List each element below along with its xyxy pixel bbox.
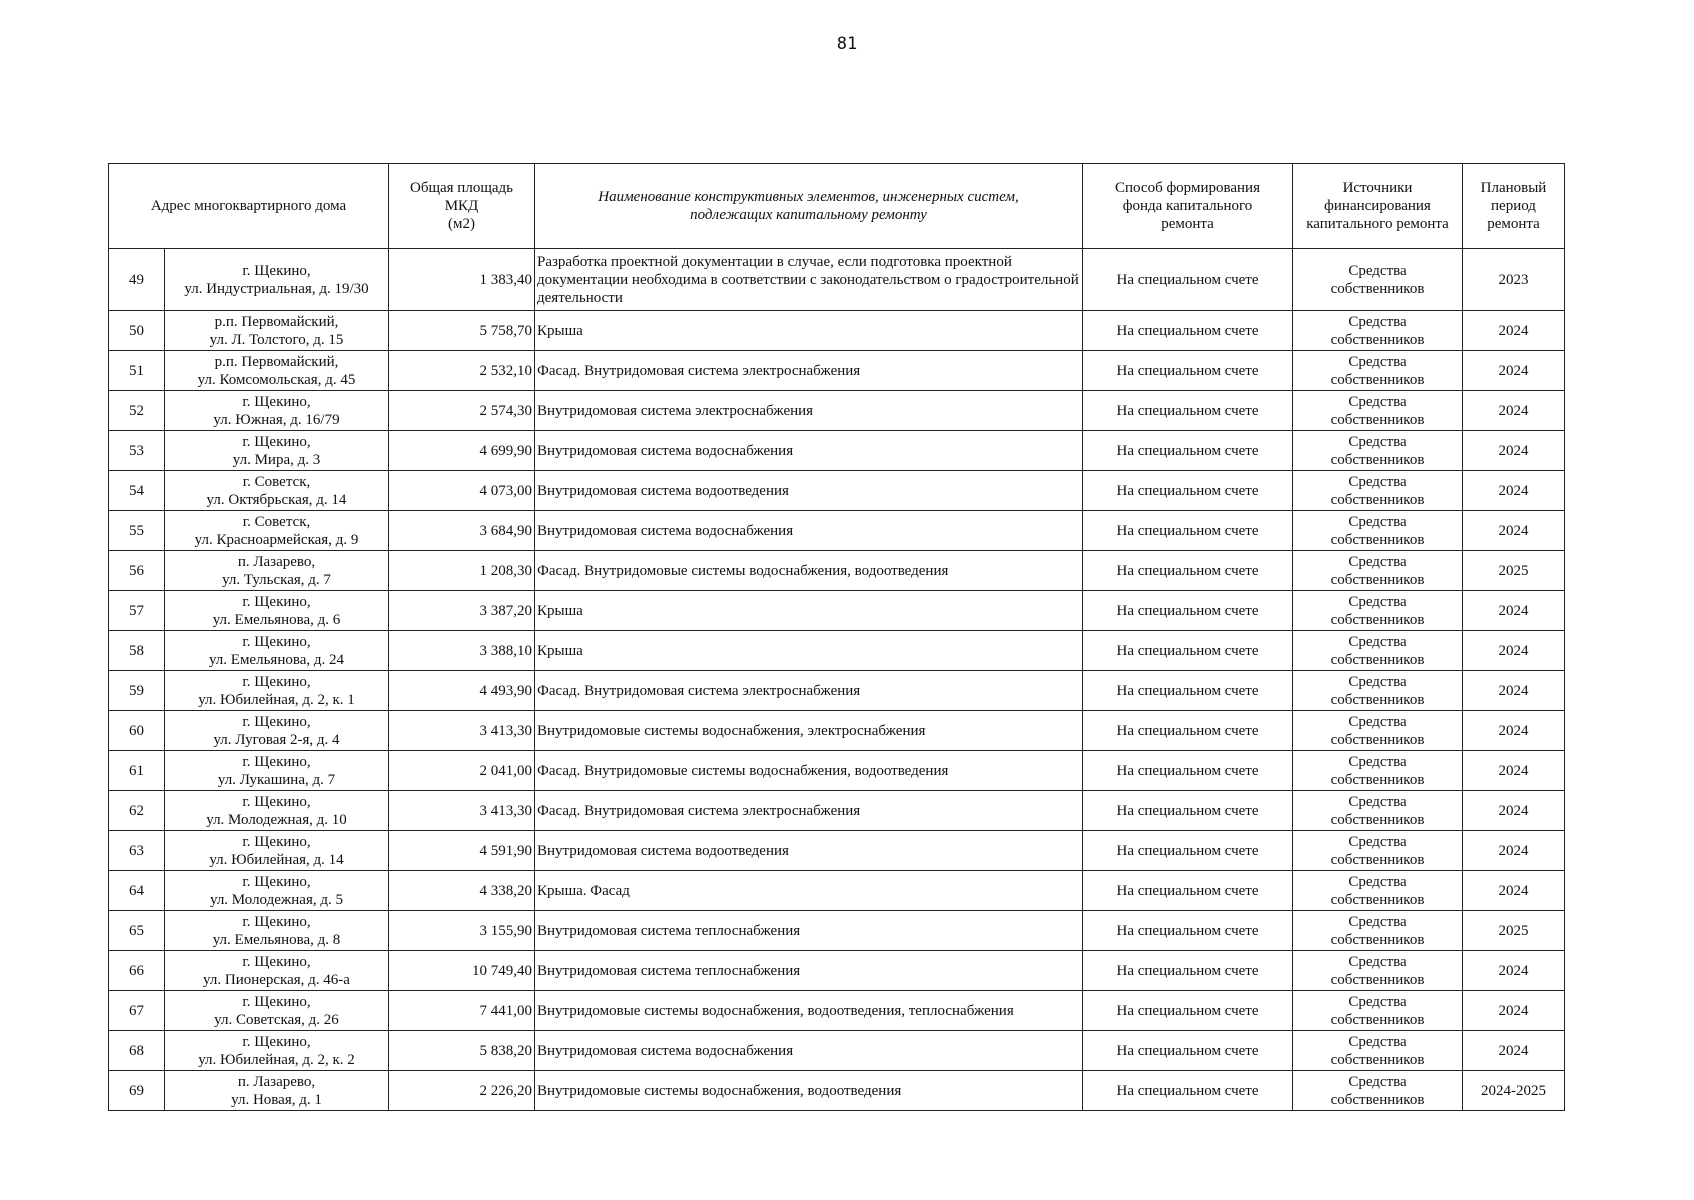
table-row (109, 591, 1565, 631)
row-source: Средства собственников (1293, 551, 1463, 591)
row-address: г. Щекино, ул. Емельянова, д. 24 (165, 631, 389, 671)
row-method: На специальном счете (1083, 1031, 1293, 1071)
table-row (109, 511, 1565, 551)
header-method: Способ формирования фонда капитального ремонта (1083, 164, 1293, 249)
row-number: 63 (109, 831, 165, 871)
row-work: Крыша (535, 591, 1083, 631)
row-address: п. Лазарево, ул. Тульская, д. 7 (165, 551, 389, 591)
row-period: 2024 (1463, 591, 1565, 631)
row-method: На специальном счете (1083, 831, 1293, 871)
row-method: На специальном счете (1083, 249, 1293, 311)
table-row (109, 391, 1565, 431)
row-method: На специальном счете (1083, 391, 1293, 431)
row-work: Внутридомовая система водоотведения (535, 471, 1083, 511)
row-method: На специальном счете (1083, 471, 1293, 511)
row-period: 2024 (1463, 471, 1565, 511)
row-address: г. Щекино, ул. Юбилейная, д. 2, к. 1 (165, 671, 389, 711)
row-period: 2024 (1463, 791, 1565, 831)
row-source: Средства собственников (1293, 671, 1463, 711)
table-row (109, 791, 1565, 831)
row-number: 64 (109, 871, 165, 911)
row-method: На специальном счете (1083, 551, 1293, 591)
table-row (109, 991, 1565, 1031)
row-method: На специальном счете (1083, 871, 1293, 911)
row-address: г. Щекино, ул. Южная, д. 16/79 (165, 391, 389, 431)
row-number: 65 (109, 911, 165, 951)
row-work: Внутридомовая система водоотведения (535, 831, 1083, 871)
row-number: 49 (109, 249, 165, 311)
table-row (109, 911, 1565, 951)
row-address: г. Щекино, ул. Молодежная, д. 5 (165, 871, 389, 911)
table-row (109, 351, 1565, 391)
row-period: 2024-2025 (1463, 1071, 1565, 1111)
row-address: г. Щекино, ул. Пионерская, д. 46-а (165, 951, 389, 991)
row-source: Средства собственников (1293, 391, 1463, 431)
row-source: Средства собственников (1293, 1031, 1463, 1071)
row-work: Внутридомовая система водоснабжения (535, 1031, 1083, 1071)
row-area: 10 749,40 (389, 951, 535, 991)
row-method: На специальном счете (1083, 431, 1293, 471)
row-number: 62 (109, 791, 165, 831)
row-period: 2024 (1463, 431, 1565, 471)
row-number: 55 (109, 511, 165, 551)
header-period: Плановый период ремонта (1463, 164, 1565, 249)
row-period: 2024 (1463, 671, 1565, 711)
row-method: На специальном счете (1083, 311, 1293, 351)
row-area: 4 591,90 (389, 831, 535, 871)
row-address: п. Лазарево, ул. Новая, д. 1 (165, 1071, 389, 1111)
row-address: г. Советск, ул. Красноармейская, д. 9 (165, 511, 389, 551)
row-area: 2 532,10 (389, 351, 535, 391)
row-work: Крыша (535, 311, 1083, 351)
row-number: 68 (109, 1031, 165, 1071)
row-source: Средства собственников (1293, 751, 1463, 791)
row-source: Средства собственников (1293, 249, 1463, 311)
row-area: 1 383,40 (389, 249, 535, 311)
row-period: 2024 (1463, 951, 1565, 991)
row-work: Внутридомовые системы водоснабжения, электроснабжения (535, 711, 1083, 751)
table-row (109, 249, 1565, 311)
row-number: 53 (109, 431, 165, 471)
row-period: 2024 (1463, 311, 1565, 351)
row-work: Фасад. Внутридомовая система электроснабжения (535, 351, 1083, 391)
row-method: На специальном счете (1083, 951, 1293, 991)
row-area: 3 413,30 (389, 791, 535, 831)
row-source: Средства собственников (1293, 791, 1463, 831)
row-number: 58 (109, 631, 165, 671)
row-source: Средства собственников (1293, 471, 1463, 511)
row-area: 2 574,30 (389, 391, 535, 431)
row-method: На специальном счете (1083, 591, 1293, 631)
table-row (109, 631, 1565, 671)
row-method: На специальном счете (1083, 791, 1293, 831)
row-period: 2024 (1463, 871, 1565, 911)
row-period: 2025 (1463, 551, 1565, 591)
header-source: Источники финансирования капитального ремонта (1293, 164, 1463, 249)
repair-program-table (108, 163, 1565, 1111)
row-address: г. Щекино, ул. Лукашина, д. 7 (165, 751, 389, 791)
row-address: р.п. Первомайский, ул. Комсомольская, д. 45 (165, 351, 389, 391)
row-work: Фасад. Внутридомовые системы водоснабжения, водоотведения (535, 751, 1083, 791)
row-period: 2024 (1463, 511, 1565, 551)
row-period: 2024 (1463, 831, 1565, 871)
table-row (109, 831, 1565, 871)
row-area: 1 208,30 (389, 551, 535, 591)
row-source: Средства собственников (1293, 351, 1463, 391)
row-work: Внутридомовая система водоснабжения (535, 511, 1083, 551)
row-method: На специальном счете (1083, 631, 1293, 671)
row-number: 57 (109, 591, 165, 631)
row-source: Средства собственников (1293, 591, 1463, 631)
table-row (109, 671, 1565, 711)
row-work: Внутридомовые системы водоснабжения, водоотведения, теплоснабжения (535, 991, 1083, 1031)
row-source: Средства собственников (1293, 711, 1463, 751)
row-address: г. Щекино, ул. Луговая 2-я, д. 4 (165, 711, 389, 751)
row-source: Средства собственников (1293, 631, 1463, 671)
row-address: г. Щекино, ул. Юбилейная, д. 14 (165, 831, 389, 871)
table-row (109, 711, 1565, 751)
row-area: 3 155,90 (389, 911, 535, 951)
row-address: г. Щекино, ул. Мира, д. 3 (165, 431, 389, 471)
row-address: г. Щекино, ул. Индустриальная, д. 19/30 (165, 249, 389, 311)
row-address: г. Щекино, ул. Советская, д. 26 (165, 991, 389, 1031)
row-area: 4 493,90 (389, 671, 535, 711)
row-area: 5 758,70 (389, 311, 535, 351)
row-area: 4 338,20 (389, 871, 535, 911)
row-period: 2024 (1463, 711, 1565, 751)
row-number: 66 (109, 951, 165, 991)
row-address: г. Советск, ул. Октябрьская, д. 14 (165, 471, 389, 511)
row-period: 2024 (1463, 391, 1565, 431)
page-number: 81 (836, 34, 858, 54)
row-address: г. Щекино, ул. Емельянова, д. 8 (165, 911, 389, 951)
header-address: Адрес многоквартирного дома (109, 164, 389, 249)
row-period: 2024 (1463, 1031, 1565, 1071)
row-source: Средства собственников (1293, 831, 1463, 871)
row-work: Разработка проектной документации в случае, если подготовка проектной документации необходима в соответствии с законодательством о градостроительной деятельности (535, 249, 1083, 311)
row-source: Средства собственников (1293, 1071, 1463, 1111)
row-area: 2 041,00 (389, 751, 535, 791)
row-work: Фасад. Внутридомовые системы водоснабжения, водоотведения (535, 551, 1083, 591)
row-number: 67 (109, 991, 165, 1031)
row-work: Внутридомовая система электроснабжения (535, 391, 1083, 431)
table-header (109, 164, 1565, 249)
table-row (109, 751, 1565, 791)
row-method: На специальном счете (1083, 751, 1293, 791)
row-work: Внутридомовая система теплоснабжения (535, 951, 1083, 991)
table-row (109, 951, 1565, 991)
row-period: 2024 (1463, 631, 1565, 671)
row-method: На специальном счете (1083, 351, 1293, 391)
row-area: 3 684,90 (389, 511, 535, 551)
header-work: Наименование конструктивных элементов, инженерных систем, подлежащих капитальному ремонту (535, 164, 1083, 249)
table-row (109, 311, 1565, 351)
row-method: На специальном счете (1083, 911, 1293, 951)
row-method: На специальном счете (1083, 991, 1293, 1031)
row-area: 3 388,10 (389, 631, 535, 671)
row-method: На специальном счете (1083, 671, 1293, 711)
row-address: р.п. Первомайский, ул. Л. Толстого, д. 15 (165, 311, 389, 351)
row-address: г. Щекино, ул. Молодежная, д. 10 (165, 791, 389, 831)
row-area: 4 073,00 (389, 471, 535, 511)
row-work: Внутридомовая система теплоснабжения (535, 911, 1083, 951)
row-number: 52 (109, 391, 165, 431)
row-source: Средства собственников (1293, 991, 1463, 1031)
row-number: 50 (109, 311, 165, 351)
row-method: На специальном счете (1083, 711, 1293, 751)
row-source: Средства собственников (1293, 511, 1463, 551)
row-work: Крыша (535, 631, 1083, 671)
row-period: 2024 (1463, 351, 1565, 391)
row-work: Крыша. Фасад (535, 871, 1083, 911)
row-source: Средства собственников (1293, 911, 1463, 951)
row-period: 2023 (1463, 249, 1565, 311)
row-area: 3 387,20 (389, 591, 535, 631)
row-source: Средства собственников (1293, 951, 1463, 991)
row-source: Средства собственников (1293, 311, 1463, 351)
row-number: 61 (109, 751, 165, 791)
table-row (109, 871, 1565, 911)
row-number: 69 (109, 1071, 165, 1111)
row-method: На специальном счете (1083, 511, 1293, 551)
row-work: Фасад. Внутридомовая система электроснабжения (535, 791, 1083, 831)
table-row (109, 431, 1565, 471)
row-address: г. Щекино, ул. Юбилейная, д. 2, к. 2 (165, 1031, 389, 1071)
row-number: 56 (109, 551, 165, 591)
table-body (109, 249, 1565, 1111)
row-work: Внутридомовые системы водоснабжения, водоотведения (535, 1071, 1083, 1111)
row-number: 54 (109, 471, 165, 511)
row-address: г. Щекино, ул. Емельянова, д. 6 (165, 591, 389, 631)
row-number: 51 (109, 351, 165, 391)
row-source: Средства собственников (1293, 431, 1463, 471)
row-area: 5 838,20 (389, 1031, 535, 1071)
row-area: 4 699,90 (389, 431, 535, 471)
row-method: На специальном счете (1083, 1071, 1293, 1111)
row-area: 2 226,20 (389, 1071, 535, 1111)
row-number: 60 (109, 711, 165, 751)
row-period: 2024 (1463, 991, 1565, 1031)
row-number: 59 (109, 671, 165, 711)
header-area: Общая площадь МКД (м2) (389, 164, 535, 249)
row-area: 3 413,30 (389, 711, 535, 751)
table-row (109, 1031, 1565, 1071)
row-period: 2024 (1463, 751, 1565, 791)
table-row (109, 1071, 1565, 1111)
table-row (109, 551, 1565, 591)
row-source: Средства собственников (1293, 871, 1463, 911)
row-area: 7 441,00 (389, 991, 535, 1031)
row-period: 2025 (1463, 911, 1565, 951)
row-work: Фасад. Внутридомовая система электроснабжения (535, 671, 1083, 711)
row-work: Внутридомовая система водоснабжения (535, 431, 1083, 471)
table-row (109, 471, 1565, 511)
